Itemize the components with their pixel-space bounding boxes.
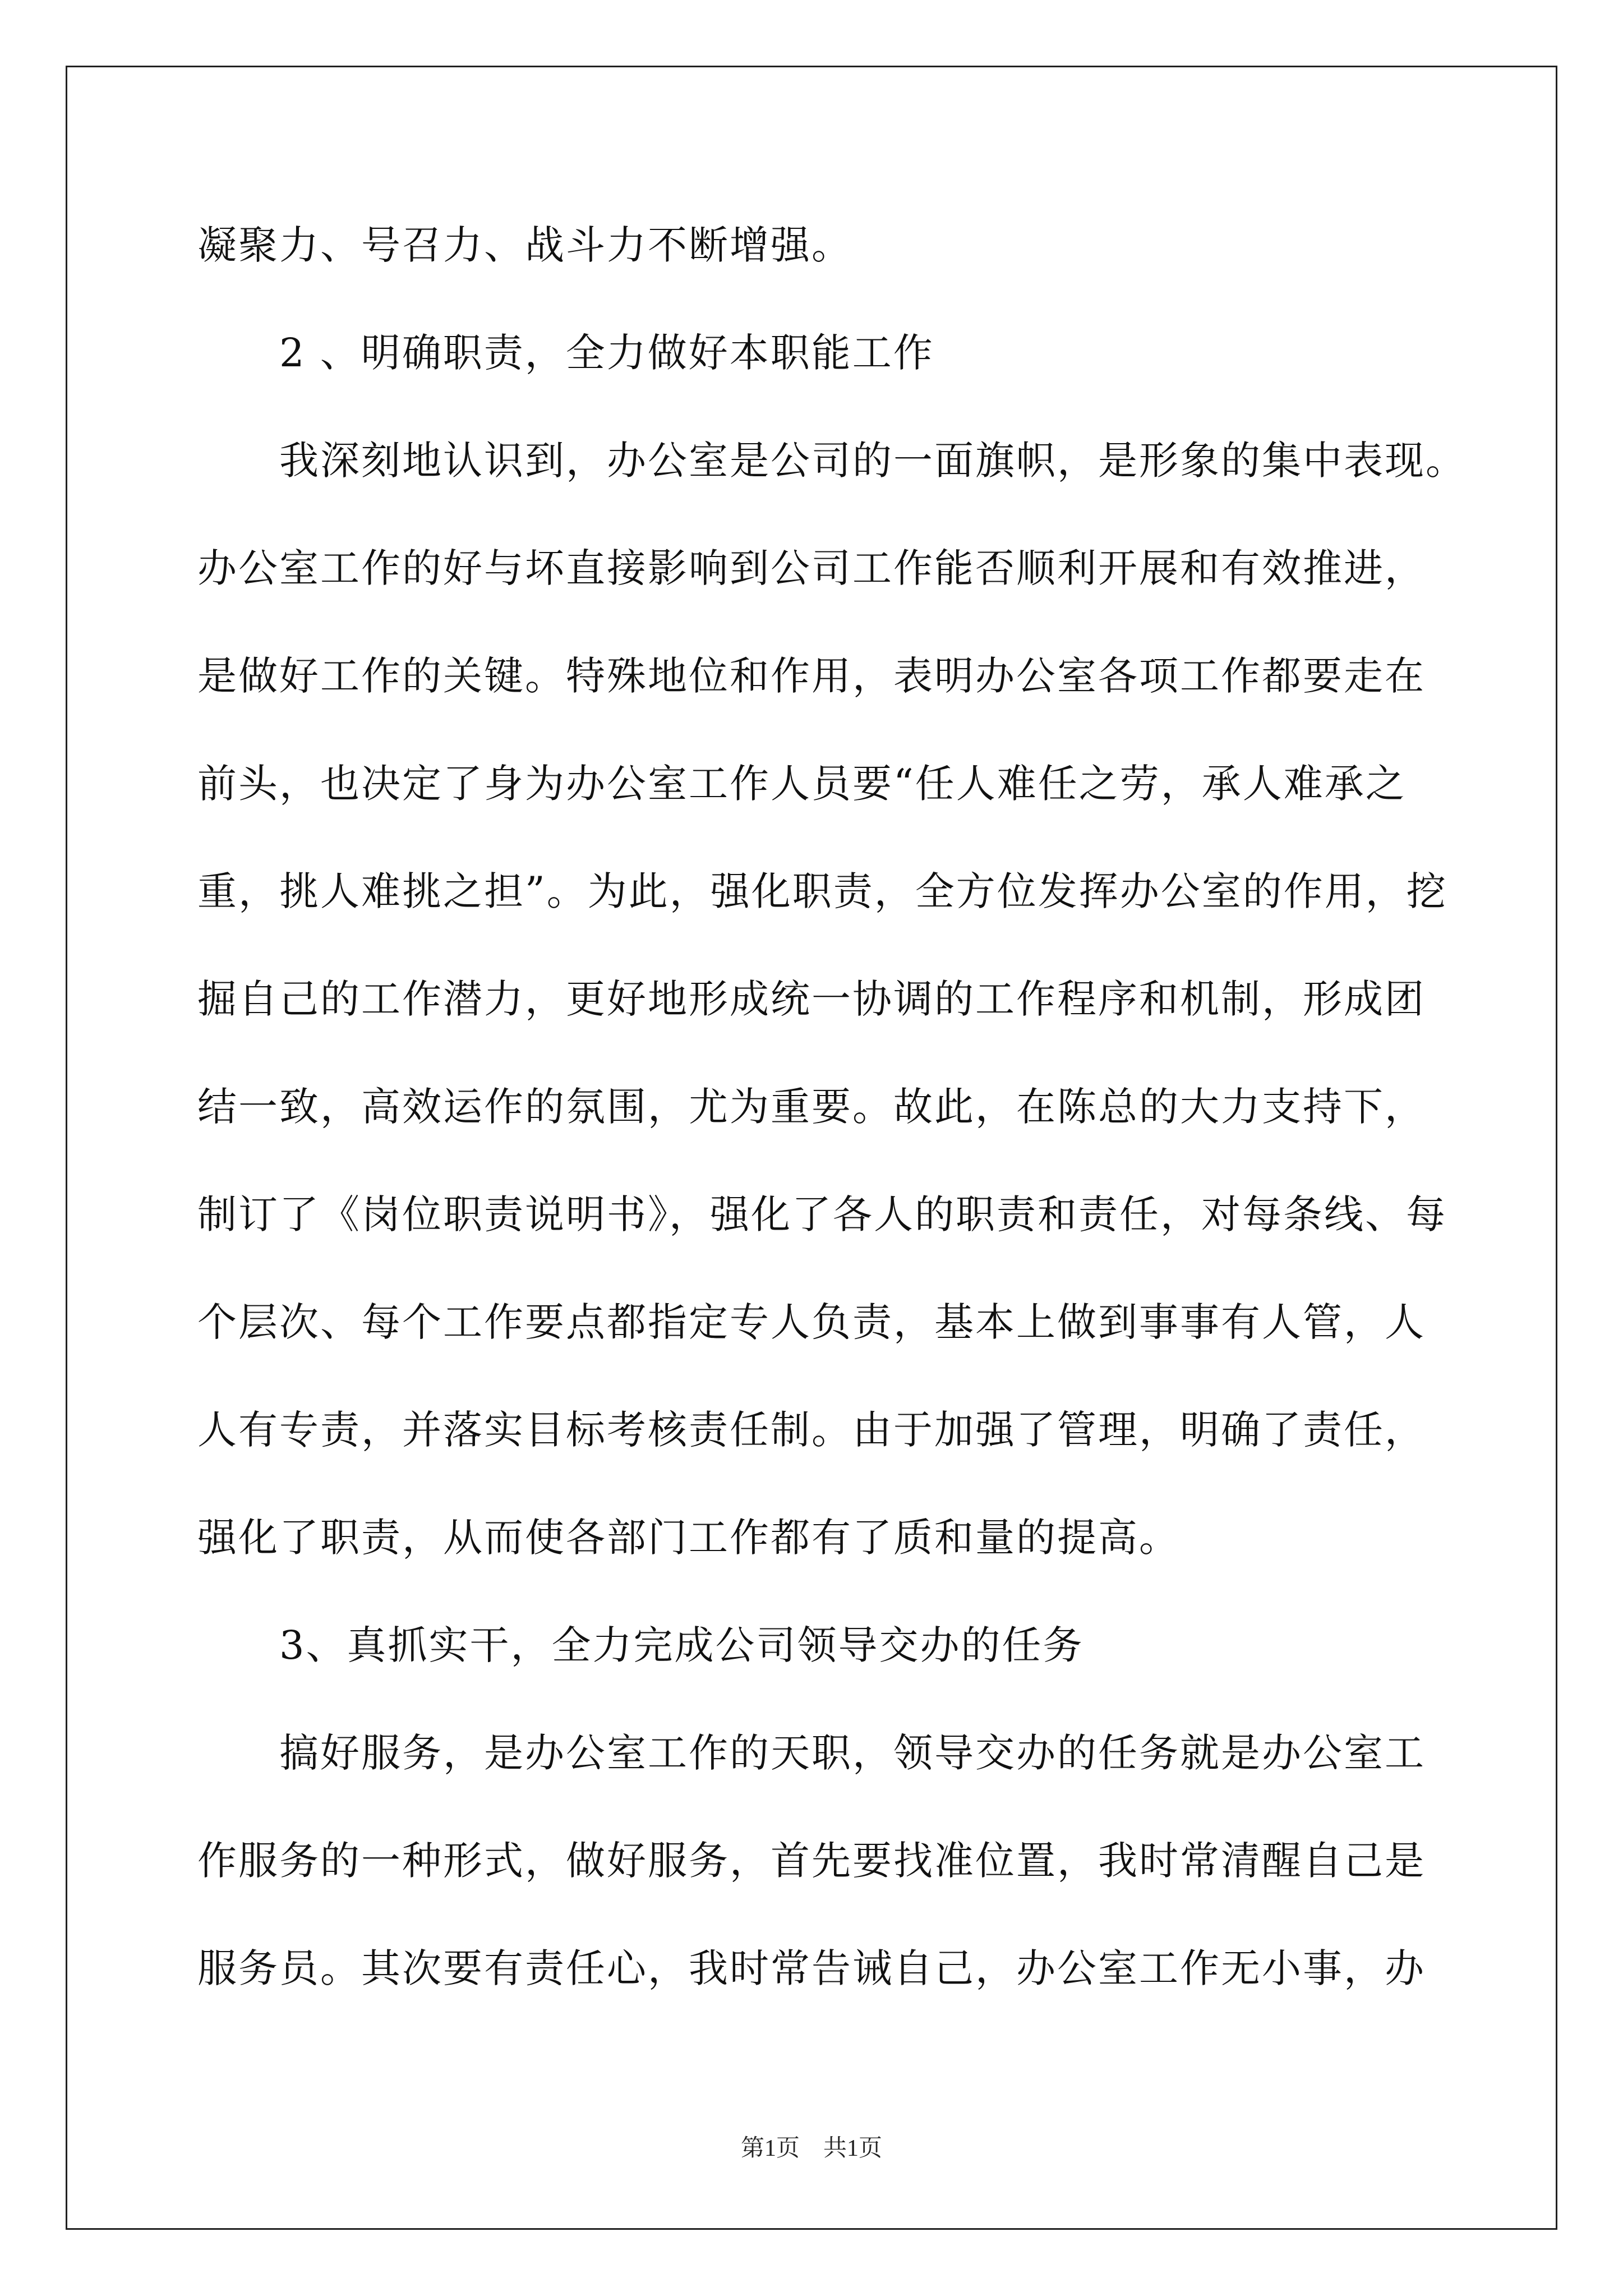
text-line-11: 个层次、每个工作要点都指定专人负责，基本上做到事事有人管，人 <box>197 1299 1426 1345</box>
text-line-7: 重，挑人难挑之担”。为此，强化职责，全方位发挥办公室的作用，挖 <box>197 868 1447 914</box>
text-line-15: 搞好服务，是办公室工作的天职，领导交办的任务就是办公室工 <box>279 1730 1426 1776</box>
text-line-1: 凝聚力、号召力、战斗力不断增强。 <box>197 222 852 268</box>
page-border <box>66 66 1557 2230</box>
text-line-8: 掘自己的工作潜力，更好地形成统一协调的工作程序和机制，形成团 <box>197 976 1426 1022</box>
text-line-12: 人有专责，并落实目标考核责任制。由于加强了管理，明确了责任， <box>197 1407 1426 1453</box>
text-line-6: 前头，也决定了身为办公室工作人员要“任人难任之劳，承人难承之 <box>197 761 1407 807</box>
text-line-13: 强化了职责，从而使各部门工作都有了质和量的提高。 <box>197 1515 1180 1561</box>
text-line-16: 作服务的一种形式，做好服务，首先要找准位置，我时常清醒自己是 <box>197 1838 1426 1884</box>
text-line-3: 我深刻地认识到，办公室是公司的一面旗帜，是形象的集中表现。 <box>279 438 1467 484</box>
text-line-9: 结一致，高效运作的氛围，尤为重要。故此，在陈总的大力支持下， <box>197 1084 1426 1130</box>
section-heading-3: 3、真抓实干，全力完成公司领导交办的任务 <box>279 1622 1084 1668</box>
text-line-17: 服务员。其次要有责任心，我时常告诫自己，办公室工作无小事，办 <box>197 1945 1426 1991</box>
text-line-5: 是做好工作的关键。特殊地位和作用，表明办公室各项工作都要走在 <box>197 653 1426 699</box>
page-footer: 第1页 共1页 <box>740 2136 882 2161</box>
text-line-4: 办公室工作的好与坏直接影响到公司工作能否顺利开展和有效推进， <box>197 545 1426 591</box>
text-line-10: 制订了《岗位职责说明书》，强化了各人的职责和责任，对每条线、每 <box>197 1191 1447 1237</box>
section-heading-2: 2 、明确职责，全力做好本职能工作 <box>279 330 934 376</box>
